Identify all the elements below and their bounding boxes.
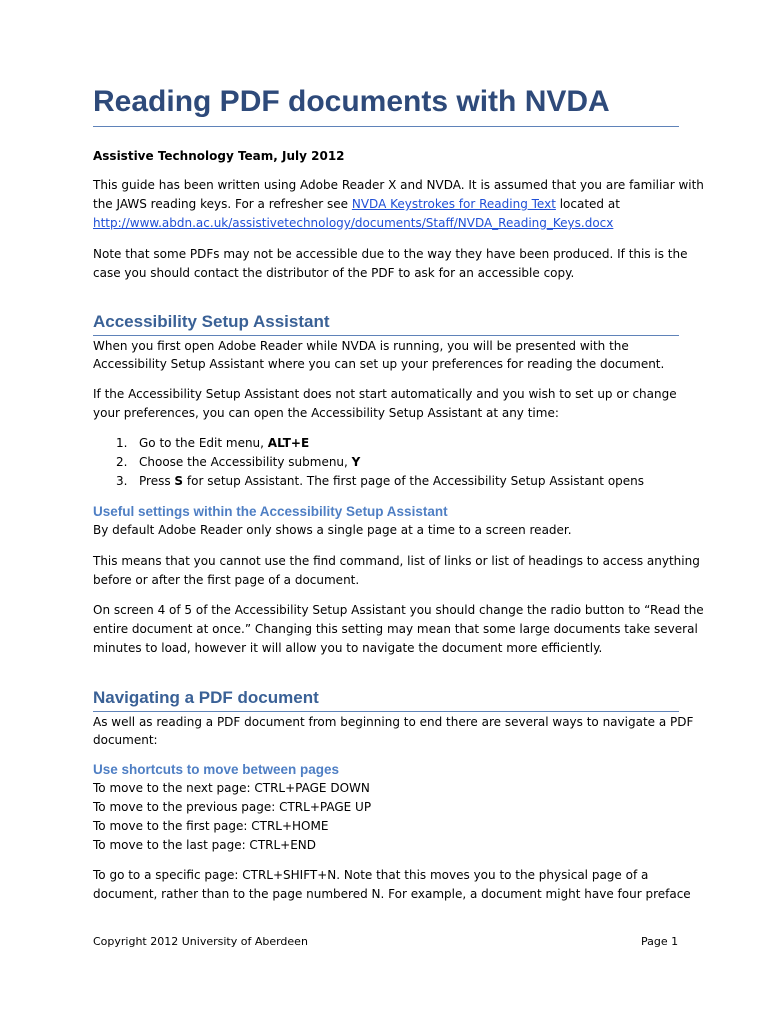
settings-p3-line-3: minutes to load, however it will allow you to navigate the document more efficiently. (93, 641, 603, 655)
list-item (93, 434, 683, 453)
step-text-part: Press (139, 474, 175, 488)
step-key: Y (351, 455, 361, 469)
section-heading-navigating: Navigating a PDF document (93, 687, 679, 712)
step-text-part: Choose the Accessibility submenu, (139, 455, 352, 469)
intro-line-2 (93, 195, 683, 214)
note-line-2: case you should contact the distributor of the PDF to ask for an accessible copy. (93, 266, 575, 280)
byline: Assistive Technology Team, July 2012 (93, 149, 345, 163)
shortcut-line: To move to the first page: CTRL+HOME (93, 819, 329, 833)
intro-line-3 (93, 214, 683, 233)
setup-p1-line-1: When you first open Adobe Reader while NVDA is running, you will be presented with the (93, 339, 629, 353)
step-text (139, 453, 360, 472)
settings-p3-line-1: On screen 4 of 5 of the Accessibility Setup Assistant you should change the radio button to “Read the (93, 603, 704, 617)
step-text (139, 472, 644, 491)
step-rest: for setup Assistant. The first page of the Accessibility Setup Assistant opens (183, 474, 645, 488)
setup-p2-line-2: your preferences, you can open the Accessibility Setup Assistant at any time: (93, 406, 559, 420)
setup-p1-line-2: Accessibility Setup Assistant where you can set up your preferences for reading the document. (93, 357, 665, 371)
intro-line-1: This guide has been written using Adobe Reader X and NVDA. It is assumed that you are familiar with (93, 178, 704, 192)
shortcut-line: To move to the last page: CTRL+END (93, 838, 317, 852)
nvda-keystrokes-link[interactable]: NVDA Keystrokes for Reading Text (351, 197, 556, 211)
setup-p2-line-1: If the Accessibility Setup Assistant does not start automatically and you wish to set up or change (93, 387, 677, 401)
step-key: S (174, 474, 184, 488)
intro-line-2-tail: located at (555, 197, 620, 211)
shortcut-line: To move to the next page: CTRL+PAGE DOWN (93, 781, 370, 795)
subheading-useful-settings: Useful settings within the Accessibility Setup Assistant (93, 504, 448, 519)
footer-page-number: Page 1 (641, 935, 679, 948)
list-item (93, 453, 683, 472)
navigating-p1-line-1: As well as reading a PDF document from beginning to end there are several ways to navigate a PDF (93, 715, 694, 729)
shortcut-line: To move to the previous page: CTRL+PAGE UP (93, 800, 372, 814)
shortcuts-p2-line-1: To go to a specific page: CTRL+SHIFT+N. Note that this moves you to the physical page of a (93, 868, 649, 882)
nvda-keys-url-link[interactable]: http://www.abdn.ac.uk/assistivetechnology/documents/Staff/NVDA_Reading_Keys.docx (93, 216, 614, 230)
step-text (139, 434, 309, 453)
footer-copyright: Copyright 2012 University of Aberdeen (93, 935, 308, 948)
step-number: 2. (116, 455, 128, 469)
settings-p1: By default Adobe Reader only shows a single page at a time to a screen reader. (93, 523, 572, 537)
intro-line-2-text: the JAWS reading keys. For a refresher see (93, 197, 352, 211)
step-text-part: Go to the Edit menu, (139, 436, 268, 450)
subheading-shortcuts: Use shortcuts to move between pages (93, 762, 340, 777)
settings-p2-line-1: This means that you cannot use the find command, list of links or list of headings to access anything (93, 554, 700, 568)
document-title: Reading PDF documents with NVDA (93, 82, 679, 127)
shortcuts-p2-line-2: document, rather than to the page numbered N. For example, a document might have four preface (93, 887, 691, 901)
setup-steps-list (93, 434, 683, 491)
navigating-p1-line-2: document: (93, 733, 158, 747)
settings-p3-line-2: entire document at once.” Changing this setting may mean that some large documents take several (93, 622, 698, 636)
section-heading-accessibility-setup: Accessibility Setup Assistant (93, 311, 679, 336)
settings-p2-line-2: before or after the first page of a document. (93, 573, 360, 587)
step-number: 3. (116, 474, 128, 488)
note-line-1: Note that some PDFs may not be accessible due to the way they have been produced. If this is the (93, 247, 688, 261)
step-number: 1. (116, 436, 128, 450)
step-key: ALT+E (267, 436, 310, 450)
list-item (93, 472, 683, 491)
